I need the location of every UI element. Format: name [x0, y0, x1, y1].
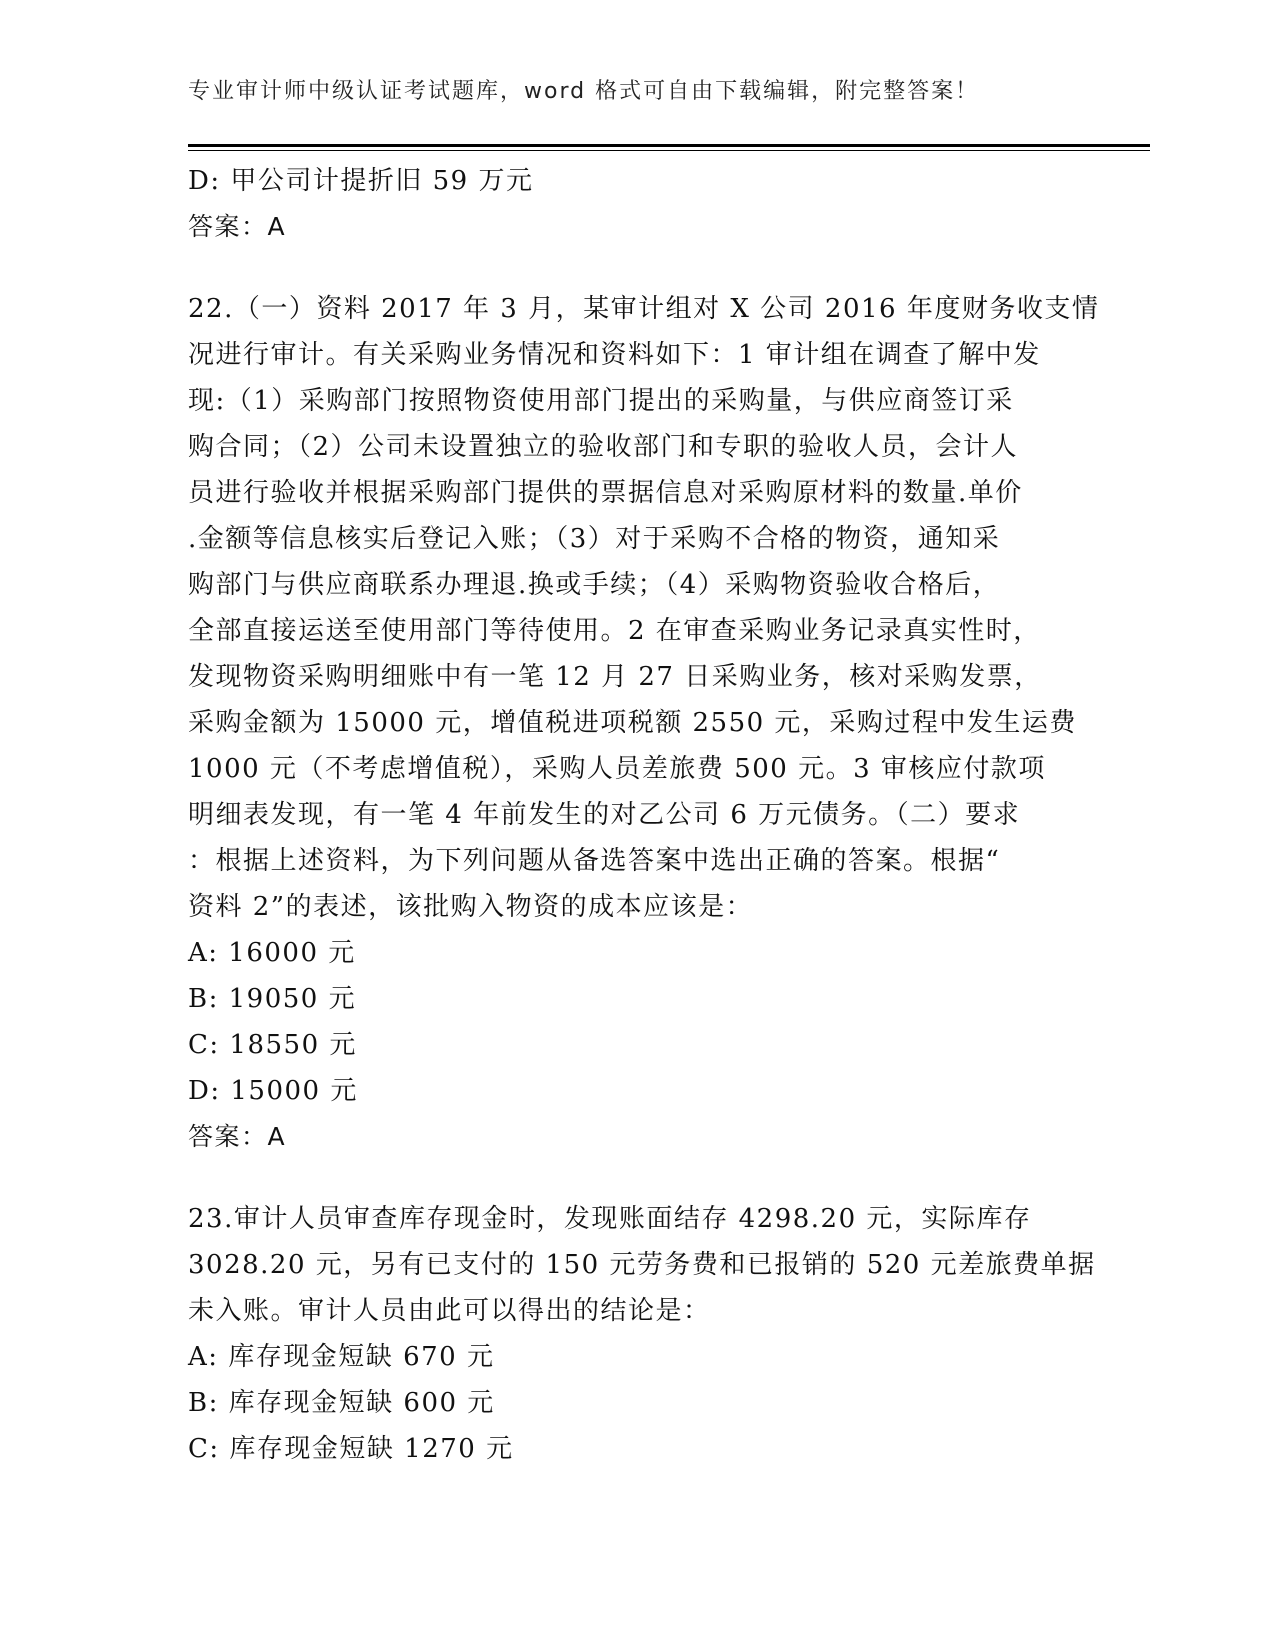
question-text-line: 明细表发现，有一笔 4 年前发生的对乙公司 6 万元债务。（二）要求 [188, 800, 1021, 830]
question-text-line: 资料 2”的表述，该批购入物资的成本应该是： [188, 892, 754, 922]
option-c: C: 18550 元 [188, 1030, 357, 1060]
header-rule-thin [188, 150, 1150, 151]
question-text-line: 1000 元（不考虑增值税），采购人员差旅费 500 元。3 审核应付款项 [188, 754, 1046, 784]
option-a: A: 16000 元 [188, 938, 356, 968]
question-text-line: 员进行验收并根据采购部门提供的票据信息对采购原材料的数量.单价 [188, 478, 1023, 508]
question-text-line: 未入账。审计人员由此可以得出的结论是： [188, 1296, 711, 1326]
question-text-line: 23.审计人员审查库存现金时，发现账面结存 4298.20 元，实际库存 [188, 1204, 1032, 1234]
question-text-line: 采购金额为 15000 元，增值税进项税额 2550 元，采购过程中发生运费 [188, 708, 1077, 738]
spacer [188, 250, 1078, 286]
page-header: 专业审计师中级认证考试题库，word 格式可自由下载编辑，附完整答案！ [188, 79, 980, 104]
question-text-line: .金额等信息核实后登记入账；（3）对于采购不合格的物资，通知采 [188, 524, 1001, 554]
question-text-line: 现:（1）采购部门按照物资使用部门提出的采购量，与供应商签订采 [188, 386, 1014, 416]
spacer [188, 1160, 1078, 1196]
question-text-line: 发现物资采购明细账中有一笔 12 月 27 日采购业务，核对采购发票， [188, 662, 1042, 692]
question-text-line: 22.（一）资料 2017 年 3 月，某审计组对 X 公司 2016 年度财务收支情 [188, 294, 1100, 324]
question-text-line: 购合同；（2）公司未设置独立的验收部门和专职的验收人员，会计人 [188, 432, 1019, 462]
question-text-line: 全部直接运送至使用部门等待使用。2 在审查采购业务记录真实性时， [188, 616, 1041, 646]
q22-answer: 答案：A [188, 1122, 287, 1151]
question-text-line: 3028.20 元，另有已支付的 150 元劳务费和已报销的 520 元差旅费单据 [188, 1250, 1096, 1280]
question-text-line: ：根据上述资料，为下列问题从备选答案中选出正确的答案。根据“ [188, 846, 1001, 876]
option-b: B: 库存现金短缺 600 元 [188, 1388, 495, 1418]
q21-option-d: D: 甲公司计提折旧 59 万元 [188, 166, 534, 196]
header-rule-thick [188, 144, 1150, 147]
document-body [188, 158, 1100, 1472]
option-a: A: 库存现金短缺 670 元 [188, 1342, 495, 1372]
question-text-line: 购部门与供应商联系办理退.换或手续；（4）采购物资验收合格后， [188, 570, 1001, 600]
question-text-line: 况进行审计。有关采购业务情况和资料如下：1 审计组在调查了解中发 [188, 340, 1041, 370]
q21-answer: 答案：A [188, 212, 287, 241]
question-23 [188, 1196, 1096, 1472]
question-22 [188, 286, 1100, 1160]
option-c: C: 库存现金短缺 1270 元 [188, 1434, 514, 1464]
option-b: B: 19050 元 [188, 984, 357, 1014]
option-d: D: 15000 元 [188, 1076, 358, 1106]
